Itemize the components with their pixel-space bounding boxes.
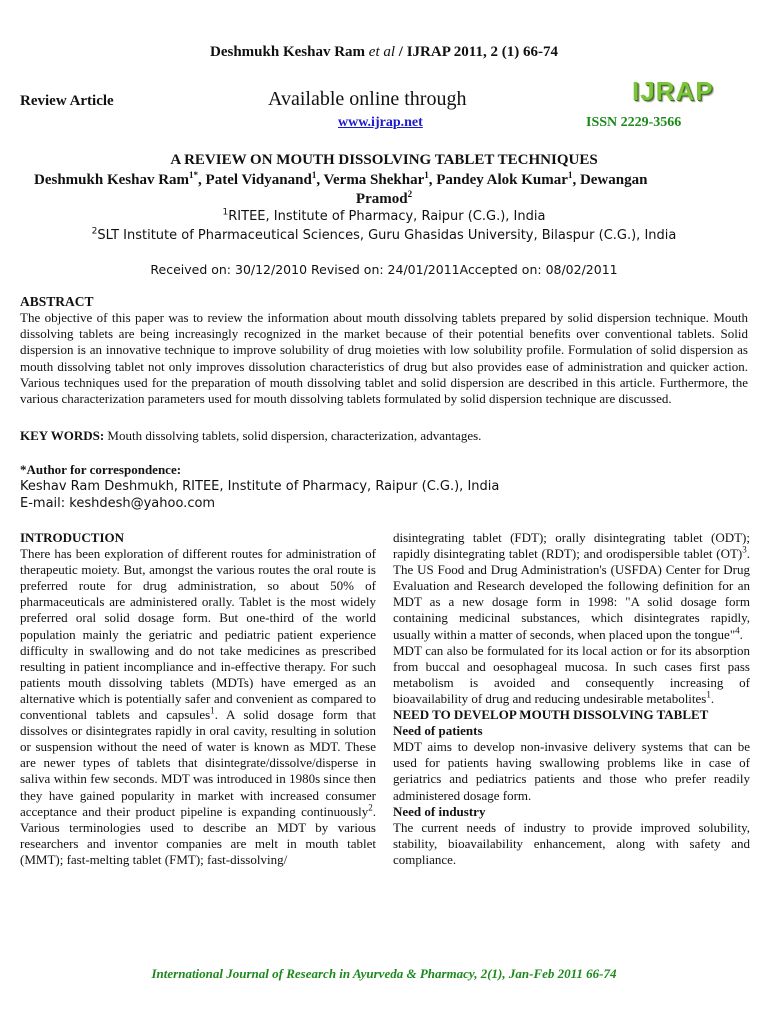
need-of-industry-heading: Need of industry	[393, 803, 486, 819]
submission-dates: Received on: 30/12/2010 Revised on: 24/01/2011Accepted on: 08/02/2011	[150, 262, 618, 277]
introduction-paragraph: There has been exploration of different routes for administration of therapeutic moiety. But, amongst the various routes the oral route is preferred route for drug administration, so about 50% of pharmaceuticals are administered orally. Tablet is the most widely preferred oral solid dosage form. But one-third of the world population mainly the geriatric and pediatric patient experience difficulty in swallowing and do not take medicines as prescribed resulting in patient incompliance and in-effective therapy. For such patients mouth dissolving tablets (MDTs) have emerged as an alternative which is potentially safer and convenient as compared to conventional tablets and capsules$^1$. A solid dosage form that dissolves or disintegrates rapidly in oral cavity, resulting in solution or suspension without the need of water is known as MDT. These are newer types of tablets that disintegrate/dissolve/disperse in saliva within few seconds. MDT was introduced in 1980s since then they have gained popularity in market with increased consumer acceptance and their product pipeline is expanding continuously$^2$. Various terminologies used to describe an MDT by various researchers and inventor companies are melt in mouth tablet (MMT); fast-melting tablet (FMT); fast-dissolving/	[20, 546, 376, 867]
need-of-industry-text: The current needs of industry to provide improved solubility, stability, bioavailability enhancement, along with safety and compliance.	[393, 819, 750, 867]
abstract-heading: ABSTRACT	[20, 294, 94, 309]
journal-website-link[interactable]: www.ijrap.net	[338, 115, 423, 130]
introduction-heading: INTRODUCTION	[20, 530, 125, 545]
issn-label: ISSN 2229-3566	[586, 115, 682, 130]
need-heading: NEED TO DEVELOP MOUTH DISSOLVING TABLET	[393, 707, 709, 723]
author-list-line-1: Deshmukh Keshav Ram$^{1*}$, Patel Vidyanand$^1$, Verma Shekhar$^1$, Pandey Alok Kumar$^1$, Dewangan	[34, 170, 648, 188]
running-author: Deshmukh Keshav Ram	[210, 44, 366, 60]
need-of-patients-heading: Need of patients	[393, 723, 483, 739]
keywords-text: Mouth dissolving tablets, solid dispersion, characterization, advantages.	[104, 428, 482, 443]
local-action-paragraph: MDT can also be formulated for its local action or for its absorption from buccal and oesophageal mucosa. In such cases first pass metabolism is avoided and consequently increasing of bioavailability of drug and reducing undesirable metabolites$^1$.	[393, 642, 750, 706]
left-column	[20, 530, 376, 868]
available-online-text: Available online through	[268, 88, 467, 110]
running-header	[0, 44, 768, 61]
affiliation-2: $^2$SLT Institute of Pharmaceutical Sciences, Guru Ghasidas University, Bilaspur (C.G.), India	[91, 226, 677, 243]
keywords-label: KEY WORDS:	[20, 428, 105, 443]
terminology-paragraph: disintegrating tablet (FDT); orally disintegrating tablet (ODT); rapidly disintegrating tablet (RDT); and orodispersible tablet (OT)$^3$. The US Food and Drug Administration's (USFDA) Center for Drug Evaluation and Research developed the following definition for an MDT as a new dosage form in 1998: "A solid dosage form containing medicinal substances, which disintegrates rapidly, usually within a matter of seconds, when placed upon the tongue"$^4$.	[393, 530, 750, 642]
article-type: Review Article	[20, 93, 114, 109]
keywords	[20, 428, 748, 444]
journal-logo: IJRAP	[632, 76, 714, 106]
need-of-patients-text: MDT aims to develop non-invasive delivery systems that can be used for patients having swallowing problems like in case of geriatrics and pediatrics patients and those who prefer readily administered dosage form.	[393, 739, 750, 803]
running-etal: et al	[368, 44, 396, 60]
correspondence-heading: *Author for correspondence:	[20, 462, 182, 477]
author-list-line-2: Pramod$^2$	[355, 189, 413, 207]
correspondence-email: E-mail: keshdesh@yahoo.com	[20, 496, 216, 511]
journal-footer: International Journal of Research in Ayurveda & Pharmacy, 2(1), Jan-Feb 2011 66-74	[151, 966, 617, 981]
paper-title: A REVIEW ON MOUTH DISSOLVING TABLET TECHNIQUES	[170, 152, 598, 168]
running-citation: / IJRAP 2011, 2 (1) 66-74	[398, 44, 558, 60]
abstract-text: The objective of this paper was to review the information about mouth dissolving tablets prepared by solid dispersion technique. Mouth dissolving tablets are being increasingly recognized in the market because of their potential benefits over conventional tablets. Solid dispersion is an innovative technique to improve solubility of drug moieties with low solubility profile. Formulation of solid dispersion as mouth dissolving tablet not only improves dissolution characteristics of drug but also provides ease of administration and quicker action. Various techniques used for the preparation of mouth dissolving tablet and solid dispersion are described in this article. Furthermore, the various characterization parameters used for mouth dissolving tablets formulated by solid dispersion technique are discussed.	[20, 310, 748, 407]
correspondence-address: Keshav Ram Deshmukh, RITEE, Institute of Pharmacy, Raipur (C.G.), India	[20, 479, 500, 494]
right-column	[393, 530, 750, 868]
affiliation-1: $^1$RITEE, Institute of Pharmacy, Raipur (C.G.), India	[222, 207, 546, 224]
